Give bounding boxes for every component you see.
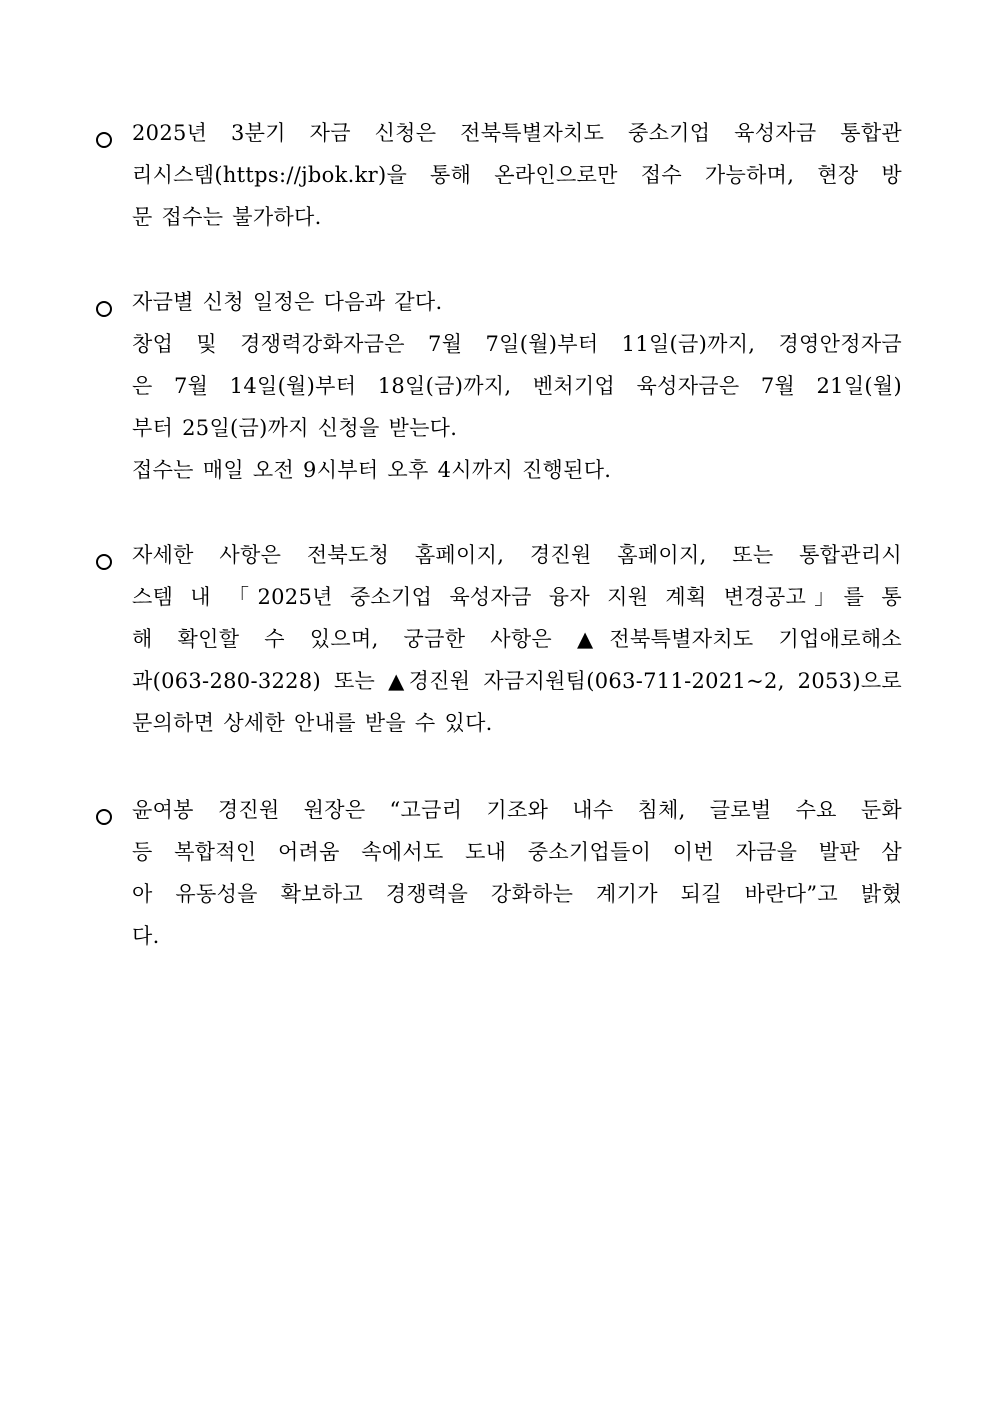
text-line: 아 유동성을 확보하고 경쟁력을 강화하는 계기가 되길 바란다”고 밝혔	[132, 882, 902, 906]
circle-bullet-icon	[96, 794, 112, 836]
text-line: 자금별 신청 일정은 다음과 같다.	[132, 290, 443, 314]
circle-bullet-icon	[96, 117, 112, 159]
paragraph-application-schedule	[96, 281, 902, 491]
text-line: 문의하면 상세한 안내를 받을 수 있다.	[132, 711, 493, 735]
paragraph-application-method	[96, 112, 902, 238]
text-line: 접수는 매일 오전 9시부터 오후 4시까지 진행된다.	[132, 458, 612, 482]
paragraph-text	[132, 112, 902, 238]
text-line: 리시스템(https://jbok.kr)을 통해 온라인으로만 접수 가능하며, 현장 방	[132, 163, 902, 187]
text-line: 윤여봉 경진원 원장은 “고금리 기조와 내수 침체, 글로벌 수요 둔화	[132, 798, 902, 822]
text-line: 부터 25일(금)까지 신청을 받는다.	[132, 416, 458, 440]
text-line: 스템 내 「2025년 중소기업 육성자금 융자 지원 계획 변경공고」를 통	[132, 585, 902, 609]
paragraph-text	[132, 534, 902, 744]
text-line: 은 7월 14일(월)부터 18일(금)까지, 벤처기업 육성자금은 7월 21일(월)	[132, 374, 902, 398]
text-line: 창업 및 경쟁력강화자금은 7월 7일(월)부터 11일(금)까지, 경영안정자금	[132, 332, 902, 356]
text-line: 과(063-280-3228) 또는 ▲경진원 자금지원팀(063-711-2021~2, 2053)으로	[132, 669, 902, 693]
text-line: 2025년 3분기 자금 신청은 전북특별자치도 중소기업 육성자금 통합관	[132, 121, 902, 145]
circle-bullet-icon	[96, 539, 112, 581]
paragraph-text	[132, 789, 902, 957]
circle-bullet-icon	[96, 286, 112, 328]
text-line: 등 복합적인 어려움 속에서도 도내 중소기업들이 이번 자금을 발판 삼	[132, 840, 902, 864]
text-line: 자세한 사항은 전북도청 홈페이지, 경진원 홈페이지, 또는 통합관리시	[132, 543, 902, 567]
paragraph-director-quote	[96, 789, 902, 957]
text-line: 해 확인할 수 있으며, 궁금한 사항은 ▲전북특별자치도 기업애로해소	[132, 627, 902, 651]
paragraph-contact-info	[96, 534, 902, 744]
text-line: 문 접수는 불가하다.	[132, 205, 322, 229]
paragraph-text	[132, 281, 902, 491]
text-line: 다.	[132, 924, 160, 948]
